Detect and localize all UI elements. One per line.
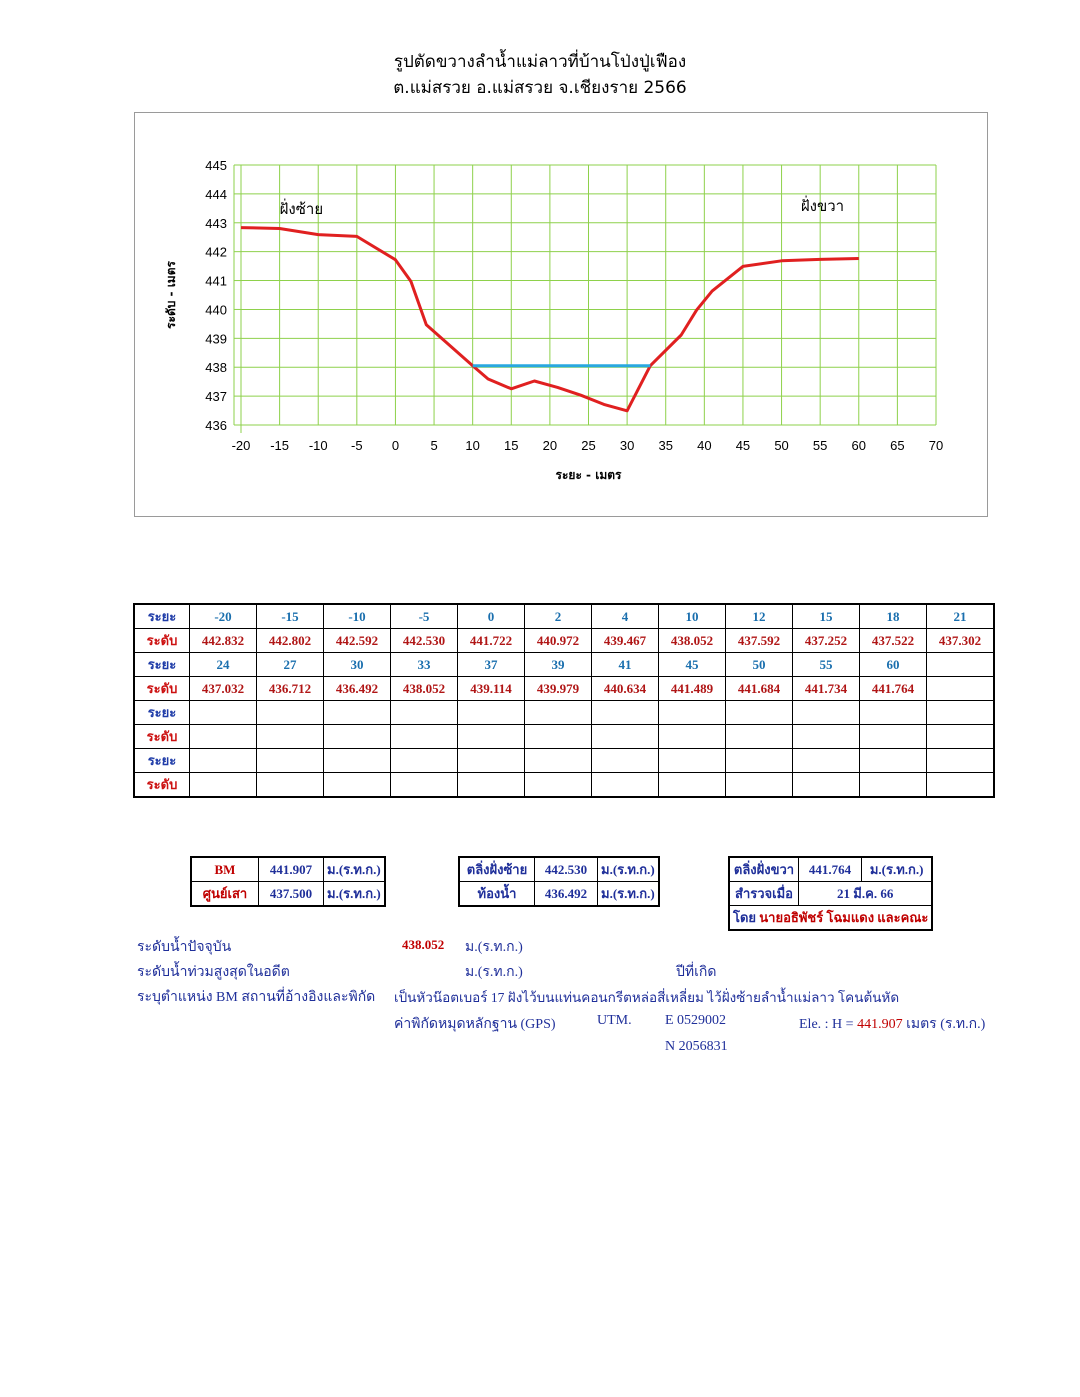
current-level-value: 438.052 xyxy=(402,937,445,952)
x-axis-label: ระยะ - เมตร xyxy=(555,468,622,482)
elevation-cell: 442.530 xyxy=(391,629,458,653)
distance-cell xyxy=(927,653,995,677)
x-tick-label: 30 xyxy=(619,438,635,453)
distance-cell: 21 xyxy=(927,604,995,629)
left-bank-unit: ม.(ร.ท.ก.) xyxy=(598,857,659,882)
utm-label: UTM. xyxy=(597,1013,632,1028)
bank-info-box xyxy=(458,856,660,907)
elevation-cell xyxy=(257,773,324,798)
bm-location-text: เป็นหัวน๊อตเบอร์ 17 ฝังไว้บนแท่นคอนกรีตหล่อสี่เหลี่ยม ไว้ฝั่งซ้ายลำน้ำแม่ลาว โคนต้นหัด xyxy=(394,990,900,1005)
elevation-cell xyxy=(927,773,995,798)
distance-cell xyxy=(726,701,793,725)
year-label: ปีที่เกิด xyxy=(676,965,717,980)
x-tick-label: -15 xyxy=(270,438,290,453)
bm-unit: ม.(ร.ท.ก.) xyxy=(324,857,385,882)
elevation-cell xyxy=(860,725,927,749)
elevation-cell xyxy=(391,725,458,749)
distance-cell: 33 xyxy=(391,653,458,677)
distance-cell: 27 xyxy=(257,653,324,677)
elevation-cell: 438.052 xyxy=(391,677,458,701)
x-tick-label: 20 xyxy=(542,438,558,453)
survey-date: 21 มี.ค. 66 xyxy=(799,882,933,906)
distance-cell: 50 xyxy=(726,653,793,677)
elevation-cell: 442.832 xyxy=(190,629,257,653)
elevation-cell: 439.114 xyxy=(458,677,525,701)
right-bank-label: ตลิ่งฝั่งขวา xyxy=(729,857,799,882)
x-tick-label: 70 xyxy=(928,438,944,453)
left-bank-annotation: ฝั่งซ้าย xyxy=(279,200,324,219)
level-row-label: ระดับ xyxy=(134,725,190,749)
current-level-unit: ม.(ร.ท.ก.) xyxy=(465,940,523,955)
distance-cell xyxy=(592,749,659,773)
x-tick-label: -20 xyxy=(231,438,251,453)
bm-label: BM xyxy=(191,857,259,882)
x-tick-label: 15 xyxy=(504,438,519,453)
distance-cell: 2 xyxy=(525,604,592,629)
distance-cell: 15 xyxy=(793,604,860,629)
distance-cell xyxy=(257,701,324,725)
elevation-cell xyxy=(860,773,927,798)
distance-cell xyxy=(391,701,458,725)
elevation-cell: 439.467 xyxy=(592,629,659,653)
distance-cell: 37 xyxy=(458,653,525,677)
y-tick-label: 445 xyxy=(205,158,227,173)
elevation-cell xyxy=(525,773,592,798)
elevation-cell xyxy=(793,725,860,749)
chart-title-line2: ต.แม่สรวย อ.แม่สรวย จ.เชียงราย 2566 xyxy=(393,78,687,98)
distance-cell xyxy=(525,701,592,725)
elevation-cell xyxy=(659,725,726,749)
distance-cell: 4 xyxy=(592,604,659,629)
distance-cell xyxy=(860,749,927,773)
y-tick-label: 438 xyxy=(205,360,227,376)
elevation-cell: 437.032 xyxy=(190,677,257,701)
zero-unit: ม.(ร.ท.ก.) xyxy=(324,882,385,907)
bed-label: ท้องน้ำ xyxy=(459,882,535,907)
distance-cell: 24 xyxy=(190,653,257,677)
easting: E 0529002 xyxy=(665,1013,727,1028)
cross-section-chart xyxy=(135,113,987,516)
dist-row-label: ระยะ xyxy=(134,701,190,725)
y-tick-label: 441 xyxy=(205,273,227,289)
x-tick-label: 40 xyxy=(697,438,712,453)
chart-area xyxy=(134,112,988,517)
elevation-cell xyxy=(324,725,391,749)
elevation-cell xyxy=(525,725,592,749)
elevation-cell: 441.734 xyxy=(793,677,860,701)
y-tick-label: 437 xyxy=(205,389,227,405)
elevation-cell xyxy=(726,725,793,749)
right-bank-value: 441.764 xyxy=(799,857,862,882)
y-tick-label: 436 xyxy=(205,418,227,433)
x-tick-label: 50 xyxy=(774,438,789,453)
distance-cell xyxy=(927,701,995,725)
distance-cell: 60 xyxy=(860,653,927,677)
y-tick-label: 443 xyxy=(205,215,227,231)
bm-value: 441.907 xyxy=(259,857,324,882)
y-tick-label: 444 xyxy=(205,186,227,202)
surveyor xyxy=(729,906,932,931)
right-bank-annotation: ฝั่งขวา xyxy=(800,197,845,216)
max-flood-label: ระดับน้ำท่วมสูงสุดในอดีต xyxy=(137,965,290,980)
level-row-label: ระดับ xyxy=(134,773,190,798)
level-row-label: ระดับ xyxy=(134,677,190,701)
distance-cell: -5 xyxy=(391,604,458,629)
distance-cell xyxy=(458,701,525,725)
survey-info-box xyxy=(728,856,933,931)
bm-info-box xyxy=(190,856,386,907)
survey-table xyxy=(133,603,995,798)
x-tick-label: 25 xyxy=(581,438,596,453)
distance-cell: 0 xyxy=(458,604,525,629)
x-tick-label: 5 xyxy=(430,438,438,453)
elevation-cell: 437.302 xyxy=(927,629,995,653)
distance-cell xyxy=(659,749,726,773)
x-tick-label: 45 xyxy=(735,438,751,453)
distance-cell: 45 xyxy=(659,653,726,677)
y-tick-label: 442 xyxy=(205,244,227,260)
elevation-cell: 441.722 xyxy=(458,629,525,653)
dist-row-label: ระยะ xyxy=(134,653,190,677)
elevation-cell: 436.712 xyxy=(257,677,324,701)
elevation-cell xyxy=(592,773,659,798)
y-tick-label: 440 xyxy=(205,302,227,318)
bed-unit: ม.(ร.ท.ก.) xyxy=(598,882,659,907)
x-tick-label: 0 xyxy=(391,438,400,453)
elevation-cell xyxy=(927,677,995,701)
distance-cell xyxy=(190,701,257,725)
distance-cell xyxy=(793,701,860,725)
distance-cell xyxy=(927,749,995,773)
elevation-cell xyxy=(592,725,659,749)
elevation-cell xyxy=(257,725,324,749)
distance-cell xyxy=(458,749,525,773)
ele-label: Ele. : H = xyxy=(799,1017,854,1032)
y-axis-label: ระดับ - เมตร xyxy=(164,261,178,329)
elevation-cell: 442.802 xyxy=(257,629,324,653)
distance-cell xyxy=(190,749,257,773)
zero-label: ศูนย์เสา xyxy=(191,882,259,907)
distance-cell: 12 xyxy=(726,604,793,629)
dist-row-label: ระยะ xyxy=(134,604,190,629)
elevation-cell: 437.592 xyxy=(726,629,793,653)
ele-value: 441.907 xyxy=(857,1017,903,1032)
elevation-cell xyxy=(391,773,458,798)
distance-cell: -15 xyxy=(257,604,324,629)
x-tick-label: 10 xyxy=(465,438,480,453)
left-bank-label: ตลิ่งฝั่งซ้าย xyxy=(459,857,535,882)
distance-cell xyxy=(324,701,391,725)
x-tick-label: 55 xyxy=(812,438,828,453)
x-tick-label: 60 xyxy=(851,438,867,453)
chart-title-line1: รูปตัดขวางลำน้ำแม่ลาวที่บ้านโป่งปู่เฟือง xyxy=(393,52,687,72)
elevation-cell xyxy=(659,773,726,798)
level-row-label: ระดับ xyxy=(134,629,190,653)
current-level-label: ระดับน้ำปัจจุบัน xyxy=(137,940,232,955)
distance-cell xyxy=(592,701,659,725)
distance-cell: 18 xyxy=(860,604,927,629)
distance-cell: 39 xyxy=(525,653,592,677)
distance-cell xyxy=(324,749,391,773)
elevation-cell xyxy=(793,773,860,798)
elevation-cell xyxy=(190,725,257,749)
right-bank-unit: ม.(ร.ท.ก.) xyxy=(862,857,933,882)
elevation-cell: 440.972 xyxy=(525,629,592,653)
distance-cell: -20 xyxy=(190,604,257,629)
distance-cell: 55 xyxy=(793,653,860,677)
distance-cell: -10 xyxy=(324,604,391,629)
northing: N 2056831 xyxy=(665,1039,728,1054)
bm-location-label: ระบุตำแหน่ง BM สถานที่อ้างอิงและพิกัด xyxy=(137,990,376,1005)
distance-cell xyxy=(726,749,793,773)
distance-cell: 41 xyxy=(592,653,659,677)
elevation-cell xyxy=(324,773,391,798)
x-tick-label: -10 xyxy=(308,438,328,453)
elevation-cell xyxy=(927,725,995,749)
elevation-cell xyxy=(190,773,257,798)
elevation-cell: 440.634 xyxy=(592,677,659,701)
elevation-cell: 442.592 xyxy=(324,629,391,653)
bed-value: 436.492 xyxy=(535,882,598,907)
elevation-cell: 438.052 xyxy=(659,629,726,653)
by-prefix: โดย xyxy=(733,910,757,925)
gps-label: ค่าพิกัดหมุดหลักฐาน (GPS) xyxy=(394,1017,556,1032)
elevation-cell xyxy=(726,773,793,798)
distance-cell xyxy=(257,749,324,773)
x-tick-label: 65 xyxy=(890,438,905,453)
distance-cell xyxy=(659,701,726,725)
max-flood-unit: ม.(ร.ท.ก.) xyxy=(465,965,523,980)
distance-cell: 10 xyxy=(659,604,726,629)
elevation-cell: 436.492 xyxy=(324,677,391,701)
y-tick-label: 439 xyxy=(205,331,227,347)
elevation-cell xyxy=(458,773,525,798)
ele-unit: เมตร (ร.ท.ก.) xyxy=(906,1017,986,1032)
by-name: นายอธิพัชร์ โฉมแดง และคณะ xyxy=(759,910,929,925)
zero-value: 437.500 xyxy=(259,882,324,907)
distance-cell xyxy=(525,749,592,773)
distance-cell xyxy=(391,749,458,773)
dist-row-label: ระยะ xyxy=(134,749,190,773)
distance-cell xyxy=(793,749,860,773)
distance-cell xyxy=(860,701,927,725)
elevation-cell: 441.764 xyxy=(860,677,927,701)
elevation-cell: 441.684 xyxy=(726,677,793,701)
x-tick-label: -5 xyxy=(351,438,363,453)
elevation-cell: 437.252 xyxy=(793,629,860,653)
elevation-cell: 441.489 xyxy=(659,677,726,701)
elevation xyxy=(799,1013,985,1035)
elevation-cell xyxy=(458,725,525,749)
x-tick-label: 35 xyxy=(658,438,673,453)
elevation-cell: 439.979 xyxy=(525,677,592,701)
distance-cell: 30 xyxy=(324,653,391,677)
elevation-cell: 437.522 xyxy=(860,629,927,653)
left-bank-value: 442.530 xyxy=(535,857,598,882)
survey-label: สำรวจเมื่อ xyxy=(729,882,799,906)
